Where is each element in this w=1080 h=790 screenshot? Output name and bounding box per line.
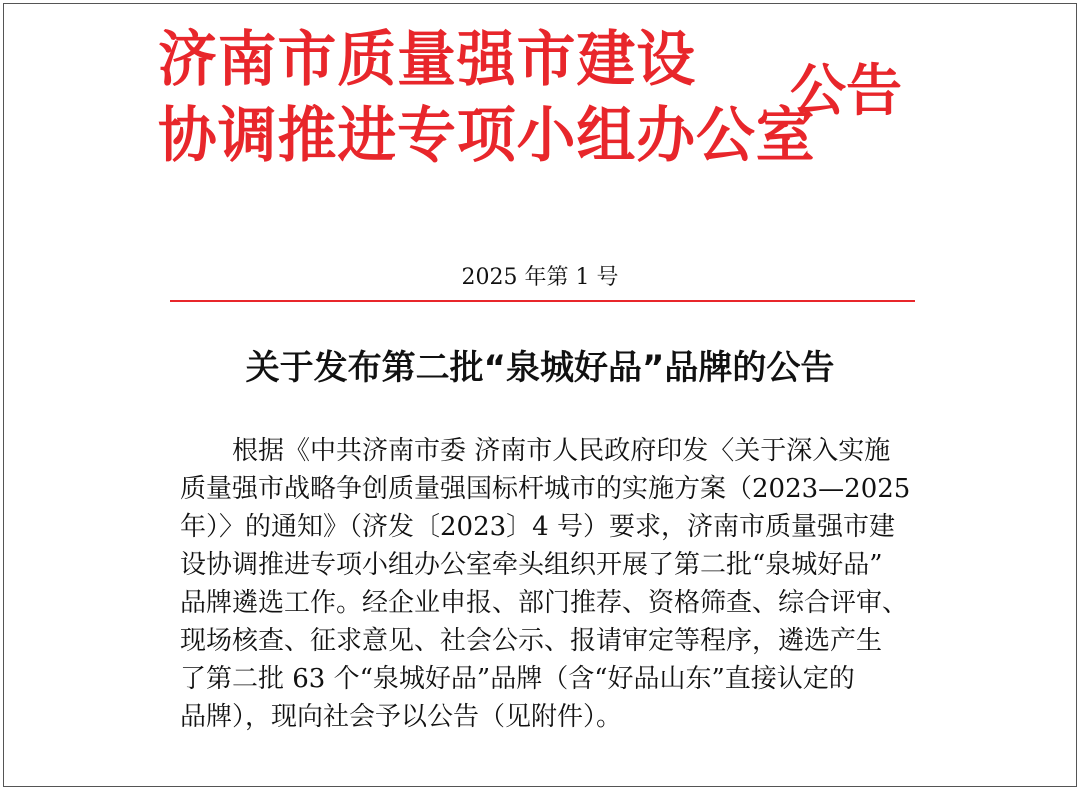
issuing-office-line-1: 济南市质量强市建设	[158, 25, 697, 95]
body-line: 设协调推进专项小组办公室牵头组织开展了第二批“泉城好品”	[180, 550, 883, 580]
body-line: 质量强市战略争创质量强国标杆城市的实施方案（2023—2025	[180, 474, 911, 504]
body-line: 现场核查、征求意见、社会公示、报请审定等程序，遴选产生	[180, 626, 883, 656]
body-line: 品牌），现向社会予以公告（见附件）。	[180, 702, 623, 732]
red-divider-line	[170, 300, 915, 302]
body-line: 了第二批 63 个“泉城好品”品牌（含“好品山东”直接认定的	[180, 664, 855, 694]
body-line: 品牌遴选工作。经企业申报、部门推荐、资格筛查、综合评审、	[180, 588, 909, 618]
issuing-office-name	[158, 22, 816, 174]
document-title: 关于发布第二批“泉城好品”品牌的公告	[245, 348, 835, 388]
body-line: 根据《中共济南市委 济南市人民政府印发〈关于深入实施	[232, 436, 891, 466]
document-type-label: 公告	[790, 59, 902, 124]
document-number: 2025 年第 1 号	[461, 265, 619, 290]
issuing-office-line-2: 协调推进专项小组办公室	[158, 101, 816, 171]
body-line: 年）〉的通知》（济发〔2023〕4 号）要求，济南市质量强市建	[180, 512, 895, 542]
body-paragraph	[180, 432, 920, 736]
